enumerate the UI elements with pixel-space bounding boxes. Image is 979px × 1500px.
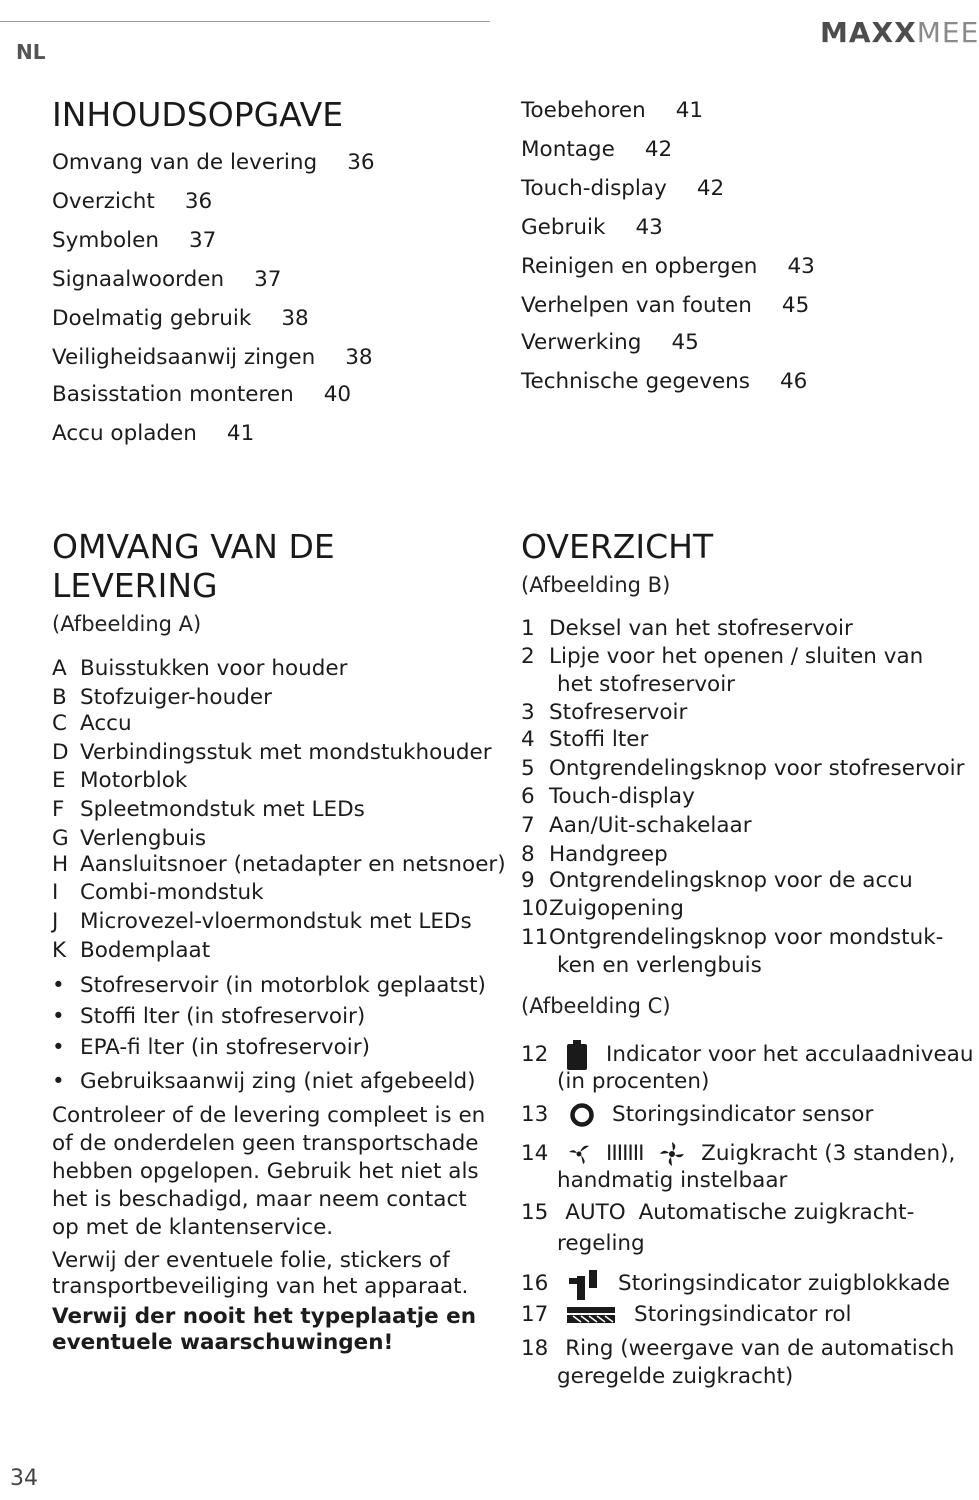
fan-low-icon bbox=[565, 1142, 593, 1166]
c-item-number: 16 bbox=[521, 1271, 549, 1296]
c-item-number: 17 bbox=[521, 1302, 549, 1327]
list-item bbox=[52, 740, 492, 765]
toc-entry[interactable] bbox=[521, 330, 699, 355]
toc-entry[interactable] bbox=[52, 150, 375, 175]
toc-entry[interactable] bbox=[521, 293, 809, 318]
c-item-text: Ring (weergave van de automatisch bbox=[565, 1336, 955, 1361]
list-item-text: Stofreservoir bbox=[549, 700, 688, 725]
toc-entry-page: 37 bbox=[188, 228, 217, 253]
list-item-letter: A bbox=[52, 656, 67, 681]
list-item-number: 4 bbox=[521, 727, 535, 752]
toc-entry-label: Verhelpen van fouten bbox=[521, 293, 752, 318]
c-item-text: Storingsindicator zuigblokkade bbox=[618, 1271, 950, 1296]
toc-entry[interactable] bbox=[521, 98, 703, 123]
omvang-para-check: Controleer of de levering compleet is en of de onderdelen geen transportschade hebben opgelopen. Gebruik het niet als het is beschadigd, maar neem contact op met de klantenservice. bbox=[52, 1103, 486, 1240]
list-item-text: Stofzuiger-houder bbox=[80, 685, 272, 710]
c-item-number: 18 bbox=[521, 1336, 549, 1361]
c-item-18-cont: geregelde zuigkracht) bbox=[557, 1364, 794, 1389]
list-item-text: Zuigopening bbox=[549, 896, 684, 921]
toc-entry-label: Symbolen bbox=[52, 228, 159, 253]
toc-entry-page: 42 bbox=[696, 176, 725, 201]
c-item-17 bbox=[521, 1302, 852, 1327]
list-item-text: Stoffi lter bbox=[549, 727, 649, 752]
list-item-text: Lipje voor het openen / sluiten van bbox=[549, 644, 924, 669]
list-item-letter: I bbox=[52, 880, 59, 905]
overzicht-heading bbox=[521, 528, 713, 567]
c-item-number: 13 bbox=[521, 1102, 549, 1127]
toc-entry-page: 45 bbox=[781, 293, 810, 318]
list-item bbox=[52, 938, 210, 963]
header-rule bbox=[0, 21, 490, 22]
list-item bbox=[521, 925, 943, 950]
list-item-text: Microvezel-vloermondstuk met LEDs bbox=[80, 909, 472, 934]
list-item-number: 2 bbox=[521, 644, 535, 669]
list-item-text: Aan/Uit-schakelaar bbox=[549, 813, 752, 838]
list-item-letter: H bbox=[52, 852, 69, 877]
c-item-text: Automatische zuigkracht- bbox=[638, 1200, 915, 1225]
list-item-number: 6 bbox=[521, 784, 535, 809]
overzicht-title: OVERZICHT bbox=[521, 527, 714, 566]
c-item-12-cont: (in procenten) bbox=[557, 1069, 710, 1094]
toc-entry-label: Doelmatig gebruik bbox=[52, 306, 252, 331]
list-item bbox=[521, 756, 964, 781]
toc-entry-label: Montage bbox=[521, 137, 615, 162]
list-item-number: 1 bbox=[521, 616, 535, 641]
toc-entry[interactable] bbox=[52, 421, 254, 446]
c-item-12 bbox=[521, 1040, 973, 1070]
list-item bbox=[521, 868, 913, 893]
c-item-text: Storingsindicator rol bbox=[634, 1302, 852, 1327]
list-item bbox=[52, 685, 272, 710]
brand-logo-part-a: MAXX bbox=[820, 16, 917, 49]
toc-entry-page: 41 bbox=[226, 421, 255, 446]
list-item-number: 8 bbox=[521, 842, 535, 867]
c-item-14 bbox=[521, 1140, 955, 1168]
toc-entry-label: Toebehoren bbox=[521, 98, 646, 123]
toc-entry-label: Reinigen en opbergen bbox=[521, 254, 758, 279]
list-item-text: Ontgrendelingsknop voor stofreservoir bbox=[549, 756, 965, 781]
c-item-text: Zuigkracht (3 standen), bbox=[701, 1141, 956, 1166]
bullet-dot-icon: • bbox=[52, 1004, 65, 1029]
list-item-number: 10 bbox=[521, 896, 549, 921]
toc-entry-label: Signaalwoorden bbox=[52, 267, 225, 292]
bullet-text: EPA-fi lter (in stofreservoir) bbox=[80, 1035, 370, 1060]
c-item-18 bbox=[521, 1336, 954, 1361]
list-item-number: 5 bbox=[521, 756, 535, 781]
list-item-letter: J bbox=[52, 909, 59, 934]
omvang-heading bbox=[52, 528, 335, 606]
auto-label: AUTO bbox=[565, 1200, 626, 1225]
overzicht-subtitle-b: (Afbeelding B) bbox=[521, 573, 671, 597]
toc-entry-label: Basisstation monteren bbox=[52, 382, 294, 407]
bullet-item bbox=[52, 1069, 476, 1094]
toc-entry-page: 36 bbox=[184, 189, 213, 214]
list-item-letter: E bbox=[52, 768, 66, 793]
language-code: NL bbox=[16, 40, 46, 64]
toc-entry-label: Overzicht bbox=[52, 189, 155, 214]
list-item-text: Ontgrendelingsknop voor de accu bbox=[549, 868, 913, 893]
toc-entry[interactable] bbox=[52, 382, 351, 407]
list-item-text: Bodemplaat bbox=[80, 938, 211, 963]
list-item-text: Handgreep bbox=[549, 842, 668, 867]
toc-entry[interactable] bbox=[52, 228, 216, 253]
c-item-number: 15 bbox=[521, 1200, 549, 1225]
list-item-text: Buisstukken voor houder bbox=[80, 656, 348, 681]
brand-logo-part-b: MEE bbox=[916, 16, 979, 49]
list-item bbox=[521, 813, 752, 838]
list-item bbox=[521, 616, 853, 641]
list-item-text: Ontgrendelingsknop voor mondstuk- bbox=[549, 925, 944, 950]
list-item-letter: D bbox=[52, 740, 69, 765]
list-item-letter: G bbox=[52, 826, 69, 851]
toc-entry-page: 38 bbox=[345, 345, 373, 370]
c-item-16 bbox=[521, 1268, 950, 1300]
list-item-text: Accu bbox=[80, 711, 132, 736]
list-item bbox=[52, 880, 264, 905]
list-item-continuation: ken en verlengbuis bbox=[557, 953, 762, 978]
c-item-number: 14 bbox=[521, 1141, 549, 1166]
bullet-item bbox=[52, 1035, 370, 1060]
omvang-title-line1: OMVANG VAN DE bbox=[52, 527, 335, 566]
toc-entry[interactable] bbox=[521, 369, 807, 394]
bullet-text: Stoffi lter (in stofreservoir) bbox=[80, 1004, 366, 1029]
roller-icon bbox=[567, 1305, 617, 1325]
toc-entry-label: Accu opladen bbox=[52, 421, 197, 446]
toc-entry-label: Touch-display bbox=[521, 176, 667, 201]
toc-entry[interactable] bbox=[521, 137, 672, 162]
omvang-para-remove: Verwij der eventuele folie, stickers of transportbeveiliging van het apparaat. bbox=[52, 1248, 469, 1299]
page-number: 34 bbox=[10, 1466, 38, 1491]
list-item bbox=[52, 826, 206, 851]
bullet-text: Stofreservoir (in motorblok geplaatst) bbox=[80, 973, 486, 998]
c-item-number: 12 bbox=[521, 1042, 549, 1067]
bullet-dot-icon: • bbox=[52, 1069, 65, 1094]
toc-entry-page: 41 bbox=[675, 98, 704, 123]
toc-entry-page: 37 bbox=[254, 267, 282, 292]
toc-entry-page: 43 bbox=[635, 215, 663, 240]
list-item bbox=[52, 711, 132, 736]
list-item-number: 7 bbox=[521, 813, 535, 838]
list-item-letter: F bbox=[52, 797, 65, 822]
brand-logo bbox=[820, 16, 979, 49]
overzicht-subtitle-c: (Afbeelding C) bbox=[521, 994, 671, 1018]
toc-entry-label: Veiligheidsaanwij zingen bbox=[52, 345, 316, 370]
toc-entry[interactable] bbox=[521, 176, 724, 201]
list-item-text: Touch-display bbox=[549, 784, 695, 809]
c-item-13 bbox=[521, 1102, 873, 1128]
list-item bbox=[52, 768, 187, 793]
list-item bbox=[521, 700, 687, 725]
toc-entry-label: Omvang van de levering bbox=[52, 150, 318, 175]
list-item-text: Verbindingsstuk met mondstukhouder bbox=[80, 740, 492, 765]
list-item-text: Motorblok bbox=[80, 768, 188, 793]
list-item bbox=[52, 656, 347, 681]
list-item-letter: B bbox=[52, 685, 67, 710]
list-item-text: Deksel van het stofreservoir bbox=[549, 616, 853, 641]
bullet-dot-icon: • bbox=[52, 1035, 65, 1060]
bullet-item bbox=[52, 1004, 365, 1029]
list-item bbox=[52, 909, 472, 934]
list-item bbox=[52, 852, 506, 877]
bullet-item bbox=[52, 973, 486, 998]
list-item bbox=[521, 727, 648, 752]
bullet-text: Gebruiksaanwij zing (niet afgebeeld) bbox=[80, 1069, 476, 1094]
c-item-15-cont: regeling bbox=[557, 1231, 645, 1256]
toc-entry[interactable] bbox=[521, 254, 815, 279]
ring-icon bbox=[569, 1102, 595, 1128]
list-item bbox=[521, 644, 923, 669]
list-item-continuation: het stofreservoir bbox=[557, 672, 736, 697]
list-item bbox=[521, 896, 684, 921]
toc-entry-label: Gebruik bbox=[521, 215, 606, 240]
list-item bbox=[521, 842, 668, 867]
list-item-letter: C bbox=[52, 711, 68, 736]
list-item-letter: K bbox=[52, 938, 67, 963]
omvang-subtitle: (Afbeelding A) bbox=[52, 612, 202, 636]
toc-entry-page: 46 bbox=[780, 369, 808, 394]
list-item-text: Verlengbuis bbox=[80, 826, 207, 851]
blockage-icon bbox=[567, 1268, 601, 1300]
list-item-text: Aansluitsnoer (netadapter en netsnoer) bbox=[80, 852, 506, 877]
omvang-warning: Verwij der nooit het typeplaatje en eventuele waarschuwingen! bbox=[52, 1304, 477, 1355]
list-item bbox=[521, 784, 695, 809]
toc-entry-label: Technische gegevens bbox=[521, 369, 750, 394]
list-item-text: Combi-mondstuk bbox=[80, 880, 264, 905]
fan-icon bbox=[658, 1140, 686, 1168]
toc-title-wrap bbox=[52, 96, 343, 135]
c-item-15 bbox=[521, 1200, 914, 1225]
bullet-dot-icon: • bbox=[52, 973, 65, 998]
battery-icon bbox=[565, 1040, 589, 1070]
list-item-number: 9 bbox=[521, 868, 535, 893]
toc-entry-page: 43 bbox=[787, 254, 815, 279]
toc-entry[interactable] bbox=[52, 306, 309, 331]
toc-title: INHOUDSOPGAVE bbox=[52, 95, 344, 134]
toc-entry-label: Verwerking bbox=[521, 330, 642, 355]
toc-entry[interactable] bbox=[52, 345, 373, 370]
list-item-number: 3 bbox=[521, 700, 535, 725]
c-item-text: Storingsindicator sensor bbox=[612, 1102, 874, 1127]
toc-entry[interactable] bbox=[521, 215, 663, 240]
list-item-number: 11 bbox=[521, 925, 549, 950]
toc-entry-page: 40 bbox=[323, 382, 352, 407]
omvang-title-line2: LEVERING bbox=[52, 565, 218, 605]
toc-entry[interactable] bbox=[52, 189, 212, 214]
c-item-14-cont: handmatig instelbaar bbox=[557, 1168, 788, 1193]
list-item-text: Spleetmondstuk met LEDs bbox=[80, 797, 365, 822]
toc-entry-page: 38 bbox=[281, 306, 309, 331]
toc-entry[interactable] bbox=[52, 267, 281, 292]
c-item-bars: IIIIIII bbox=[606, 1141, 644, 1166]
list-item bbox=[52, 797, 365, 822]
c-item-text: Indicator voor het acculaadniveau bbox=[606, 1042, 974, 1067]
toc-entry-page: 36 bbox=[347, 150, 375, 175]
toc-entry-page: 42 bbox=[644, 137, 673, 162]
toc-entry-page: 45 bbox=[671, 330, 699, 355]
